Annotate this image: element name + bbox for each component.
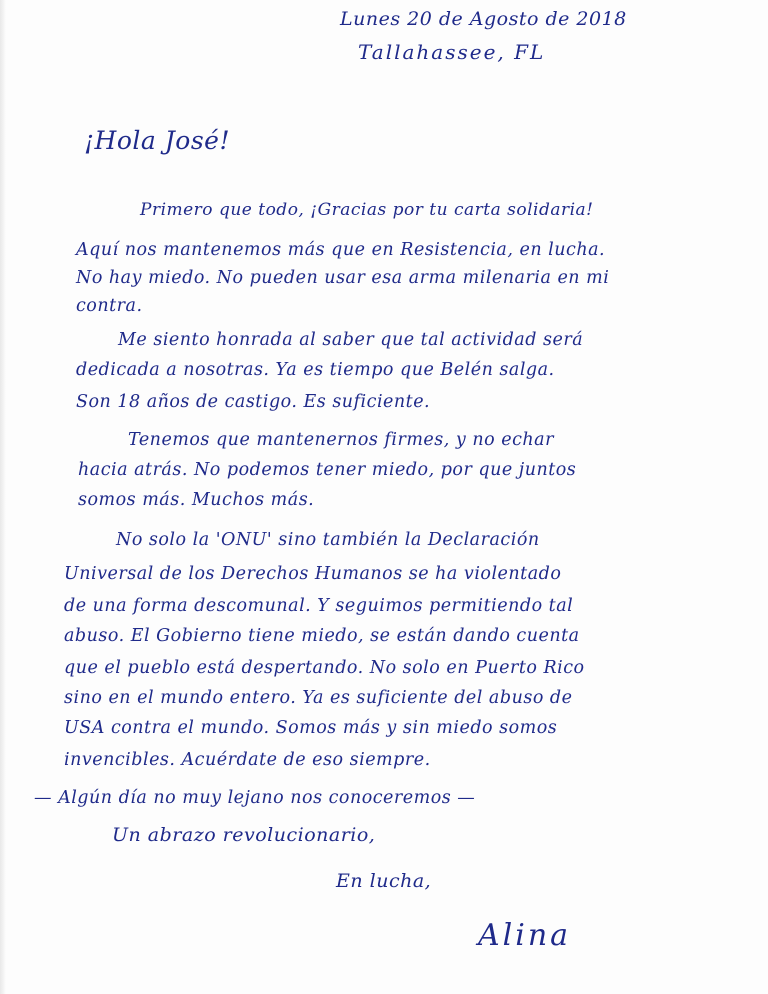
body-line: USA contra el mundo. Somos más y sin miedo somos (64, 718, 558, 738)
body-line: No solo la 'ONU' sino también la Declaración (116, 530, 540, 550)
body-line: dedicada a nosotras. Ya es tiempo que Belén salga. (76, 360, 555, 380)
body-line: No hay miedo. No pueden usar esa arma milenaria en mi (76, 268, 610, 288)
letter-place: Tallahassee, FL (358, 40, 546, 64)
closing-en-lucha: En lucha, (336, 870, 432, 892)
body-line: Me siento honrada al saber que tal actividad será (118, 330, 584, 350)
body-line: Aquí nos mantenemos más que en Resistencia, en lucha. (76, 240, 606, 260)
scan-edge-shadow (0, 0, 6, 994)
letter-date: Lunes 20 de Agosto de 2018 (340, 8, 627, 30)
body-line: hacia atrás. No podemos tener miedo, por que juntos (78, 460, 577, 480)
body-line: abuso. El Gobierno tiene miedo, se están dando cuenta (64, 626, 580, 646)
letter-greeting: ¡Hola José! (84, 126, 230, 155)
body-line: sino en el mundo entero. Ya es suficiente del abuso de (64, 688, 573, 708)
body-line: invencibles. Acuérdate de eso siempre. (64, 750, 431, 770)
closing-salutation: Un abrazo revolucionario, (112, 824, 376, 846)
body-line: somos más. Muchos más. (78, 490, 315, 510)
body-line: de una forma descomunal. Y seguimos permitiendo tal (64, 596, 574, 616)
body-line: Primero que todo, ¡Gracias por tu carta solidaria! (140, 200, 594, 220)
body-line: contra. (76, 296, 143, 316)
body-line: Son 18 años de castigo. Es suficiente. (76, 392, 431, 412)
body-line: que el pueblo está despertando. No solo en Puerto Rico (64, 658, 585, 678)
signature: Alina (478, 918, 572, 953)
closing-line: — Algún día no muy lejano nos conoceremos — (34, 788, 476, 808)
body-line: Universal de los Derechos Humanos se ha violentado (64, 564, 562, 584)
body-line: Tenemos que mantenernos firmes, y no echar (128, 430, 554, 450)
